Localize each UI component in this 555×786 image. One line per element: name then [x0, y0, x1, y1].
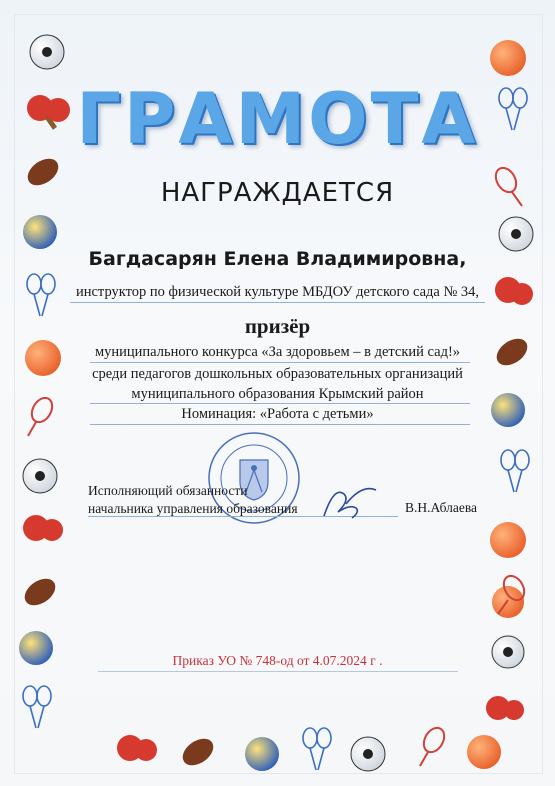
contest-line-2: среди педагогов дошкольных образовательных организаций	[92, 366, 463, 382]
underline	[90, 403, 470, 404]
signatory-position	[88, 482, 298, 518]
underline	[90, 424, 470, 425]
position-line-1: Исполняющий обязанности	[88, 483, 248, 498]
signer-name: В.Н.Аблаева	[405, 500, 478, 515]
order-reference: Приказ УО № 748-од от 4.07.2024 г .	[172, 653, 383, 668]
contest-line-1: муниципального конкурса «За здоровьем – в детский сад!»	[94, 344, 461, 360]
certificate-title: ГРАМОТА	[76, 78, 479, 160]
handwritten-signature	[318, 478, 382, 526]
underline	[90, 362, 470, 363]
prize-title: призёр	[244, 314, 311, 338]
order-underline	[98, 671, 458, 672]
position-line-2: начальника управления образования	[88, 501, 298, 516]
awarded-heading: НАГРАЖДАЕТСЯ	[160, 178, 395, 208]
contest-line-3: муниципального образования Крымский район	[131, 386, 424, 402]
recipient-name: Багдасарян Елена Владимировна,	[88, 248, 467, 270]
recipient-role: инструктор по физической культуре МБДОУ детского сада № 34,	[75, 284, 480, 300]
underline	[70, 302, 485, 303]
nomination: Номинация: «Работа с детьми»	[181, 406, 374, 422]
